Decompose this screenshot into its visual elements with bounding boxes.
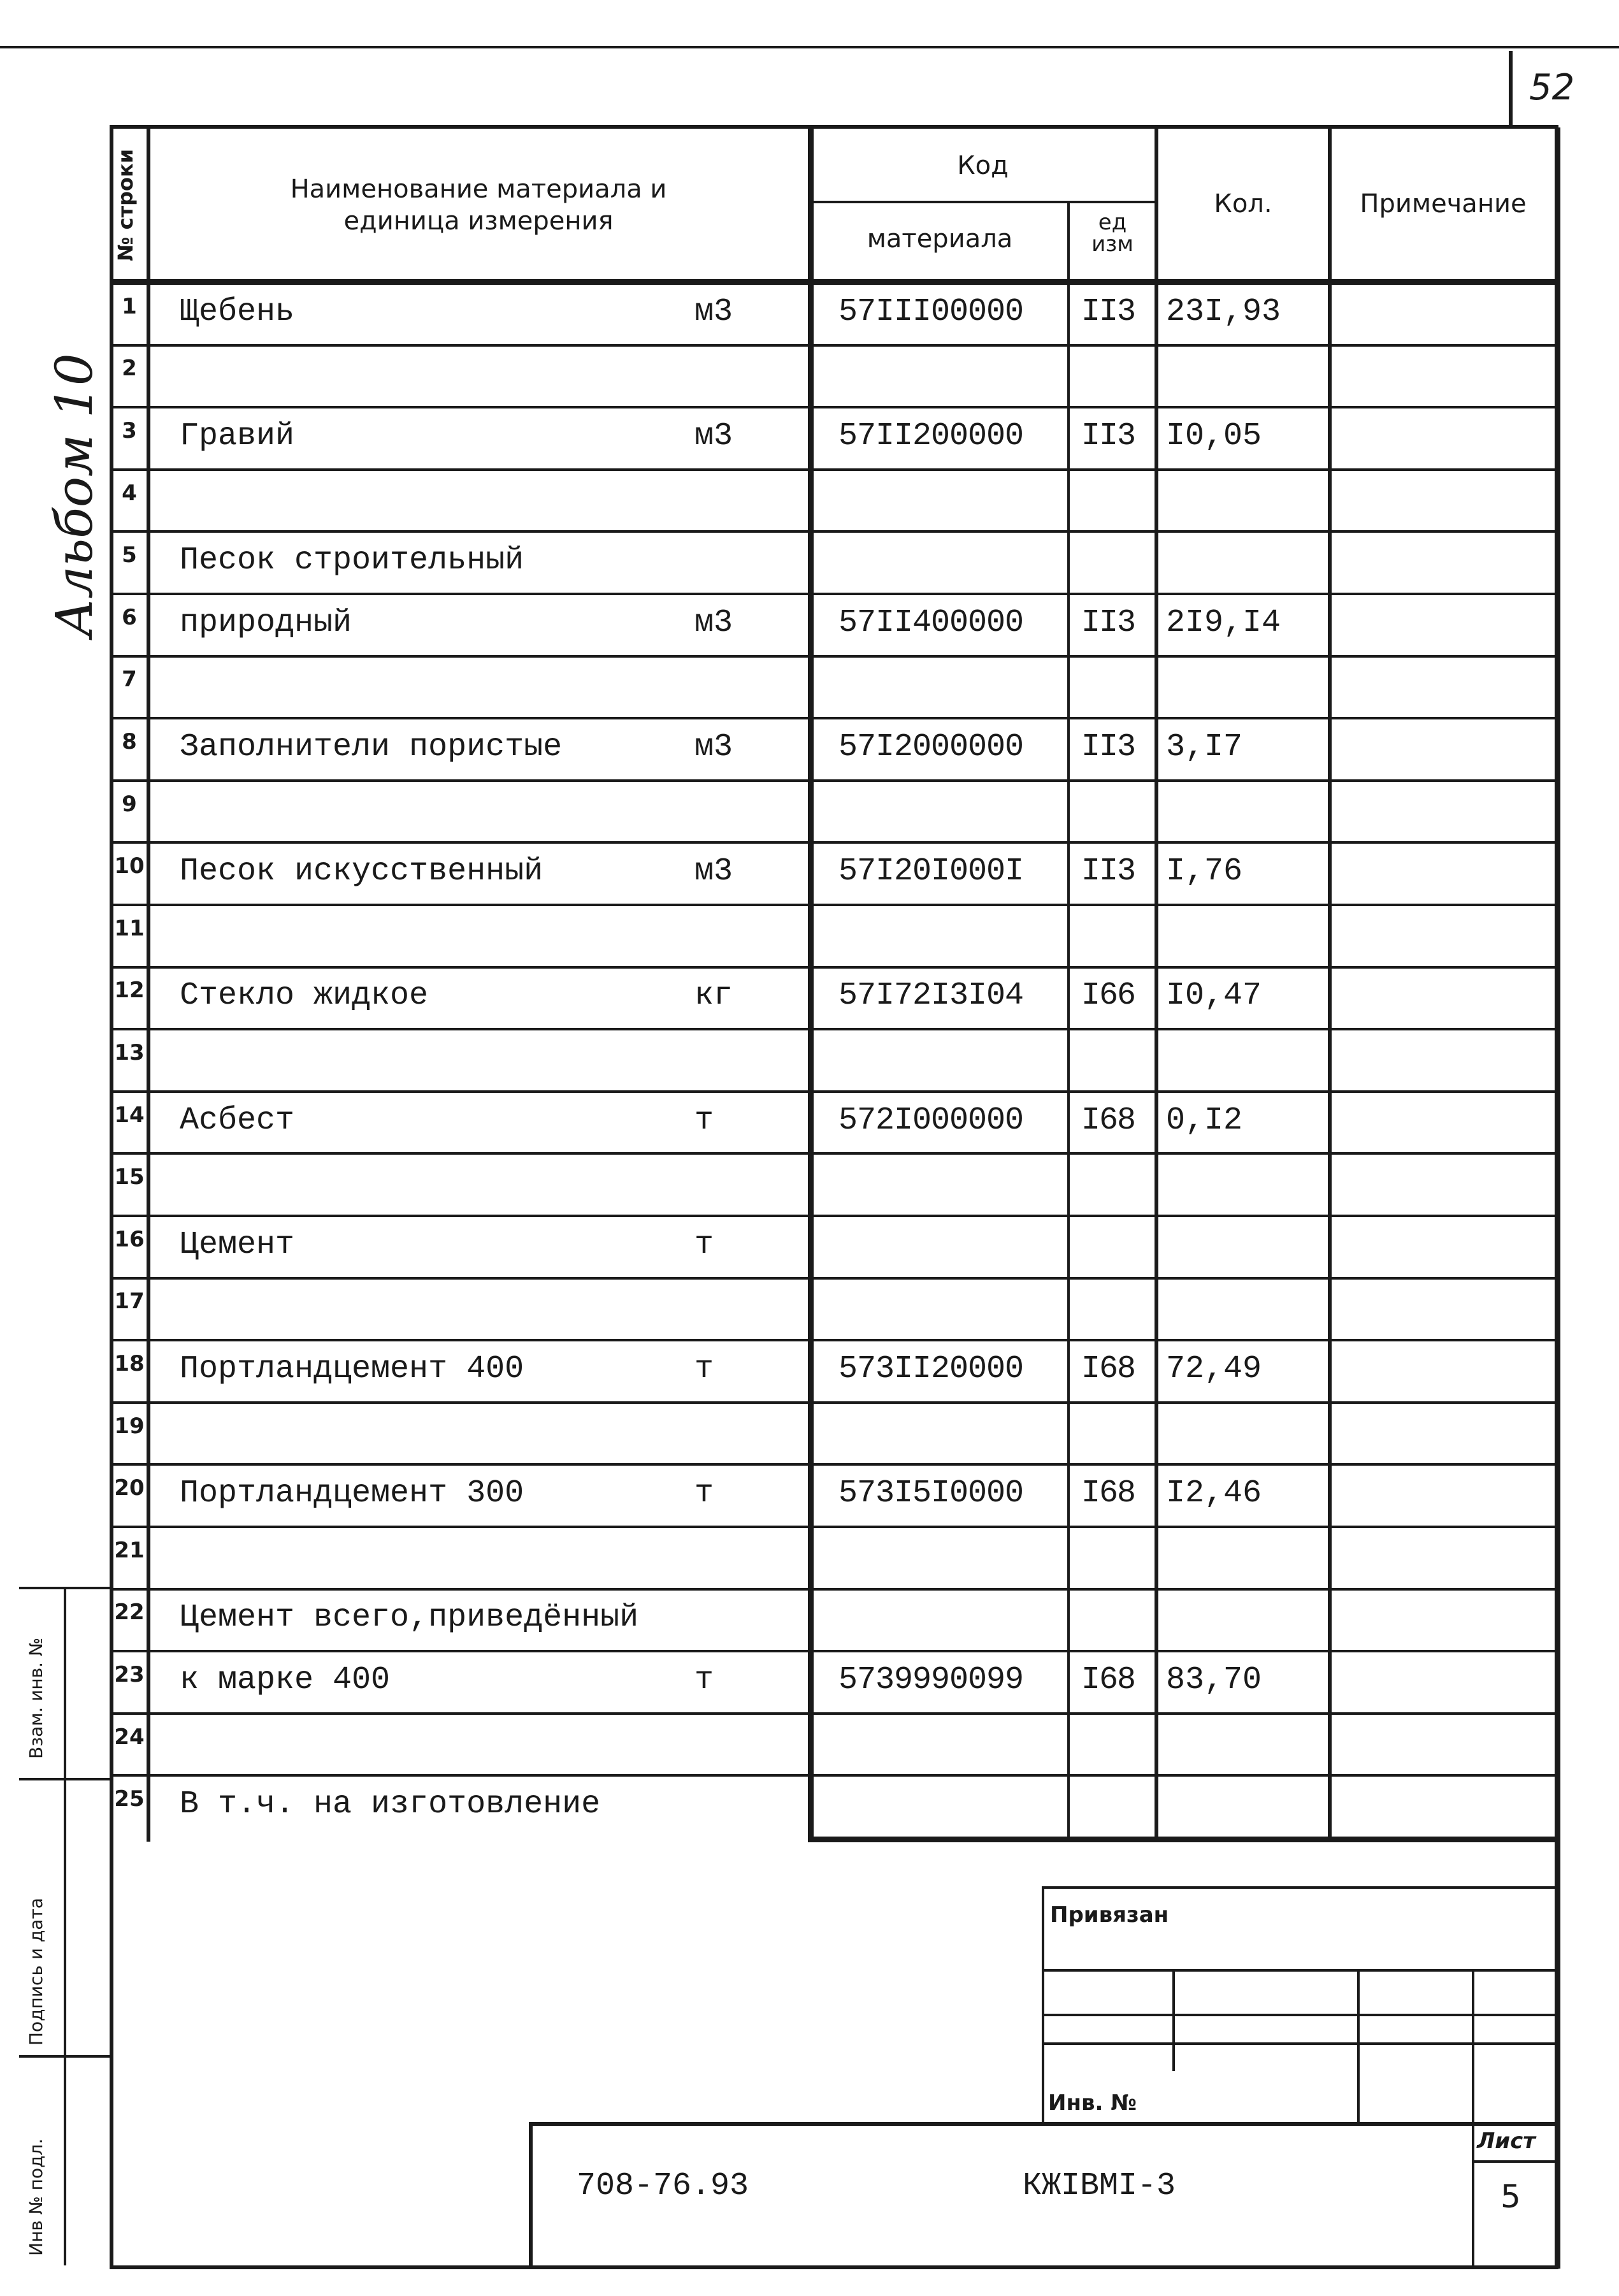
table-top	[110, 125, 1558, 129]
material-name: Щебень	[180, 293, 295, 330]
unit-code: I68	[1081, 1475, 1135, 1512]
margin-stamp-border	[64, 1587, 66, 2265]
row-number: 1	[122, 293, 137, 319]
row-number: 14	[114, 1102, 145, 1128]
measure-unit: м3	[694, 604, 733, 641]
header-name: Наименование материала и	[290, 175, 667, 204]
row-number: 21	[114, 1537, 145, 1563]
header-code-unit: ед	[1098, 210, 1127, 235]
tb-bound-label: Привязан	[1050, 1902, 1169, 1928]
row-number: 15	[114, 1164, 145, 1190]
margin-stamp-line-3	[19, 2055, 110, 2058]
top-rule	[0, 46, 1619, 48]
table-row	[0, 841, 1619, 904]
material-name: Цемент всего,приведённый	[180, 1599, 639, 1636]
quantity: 0,I2	[1166, 1102, 1243, 1139]
material-name: Песок искусственный	[180, 853, 543, 890]
header-qty: Кол.	[1214, 189, 1272, 219]
table-row	[0, 1215, 1619, 1277]
tb-vline-4	[1472, 1969, 1474, 2265]
quantity: 23I,93	[1166, 293, 1281, 330]
unit-code: I68	[1081, 1350, 1135, 1387]
material-name: В т.ч. на изготовление	[180, 1786, 601, 1823]
material-name: Цемент	[180, 1226, 295, 1263]
material-code: 57I72I3I04	[838, 978, 1024, 1014]
material-name: Заполнители пористые	[180, 728, 563, 765]
measure-unit: м3	[694, 417, 733, 454]
quantity: I2,46	[1166, 1475, 1262, 1512]
row-number: 16	[114, 1226, 145, 1252]
table-row	[0, 655, 1619, 718]
side-label-sign-date: Подпись и дата	[25, 1898, 47, 2046]
material-name: Песок строительный	[180, 542, 524, 579]
page-bottom	[110, 2265, 1558, 2269]
tb-vline-5	[529, 2122, 533, 2265]
unit-code: I66	[1081, 978, 1135, 1014]
unit-code: II3	[1081, 417, 1135, 454]
row-number: 20	[114, 1475, 145, 1501]
table-row	[0, 593, 1619, 655]
table-row	[0, 1152, 1619, 1215]
tb-inv-label: Инв. №	[1048, 2090, 1137, 2116]
row-number: 8	[122, 728, 137, 755]
material-name: Гравий	[180, 417, 295, 454]
row-number: 25	[114, 1786, 145, 1812]
tb-line-2	[1042, 1969, 1558, 1972]
material-code: 57II200000	[838, 417, 1024, 454]
row-number: 6	[122, 604, 137, 630]
row-number: 12	[114, 978, 145, 1004]
row-number: 5	[122, 542, 137, 568]
row-number: 13	[114, 1039, 145, 1065]
row-number: 9	[122, 791, 137, 817]
measure-unit: т	[694, 1102, 714, 1139]
code-subheader-line	[808, 201, 1155, 203]
quantity: 3,I7	[1166, 728, 1243, 765]
tb-line-1	[1042, 1886, 1558, 1889]
table-row	[0, 1028, 1619, 1090]
material-name: Асбест	[180, 1102, 295, 1139]
material-name: Стекло жидкое	[180, 978, 429, 1014]
unit-code: II3	[1081, 604, 1135, 641]
tb-doc-number: 708-76.93	[577, 2168, 749, 2204]
tb-sheet-label: Лист	[1477, 2128, 1536, 2154]
material-name: Портландцемент 400	[180, 1350, 524, 1387]
measure-unit: т	[694, 1350, 714, 1387]
margin-stamp-line-2	[19, 1778, 110, 1780]
material-code: 573I5I0000	[838, 1475, 1024, 1512]
table-row	[0, 1712, 1619, 1775]
handwritten-album-note: Альбом 10	[45, 353, 104, 637]
quantity: I,76	[1166, 853, 1243, 890]
side-label-inv-podl: Инв № подл.	[25, 2138, 47, 2256]
table-row	[0, 1774, 1619, 1837]
row-number: 10	[114, 853, 145, 879]
measure-unit: т	[694, 1661, 714, 1698]
page-number-divider	[1509, 51, 1513, 127]
header-code-unit-line2: изм	[1091, 231, 1133, 257]
table-row	[0, 406, 1619, 468]
unit-code: II3	[1081, 853, 1135, 890]
measure-unit: м3	[694, 293, 733, 330]
row-number: 17	[114, 1289, 145, 1315]
header-code: Код	[957, 151, 1009, 180]
table-row	[0, 1650, 1619, 1712]
table-row	[0, 1339, 1619, 1401]
material-code: 573II20000	[838, 1350, 1024, 1387]
unit-code: I68	[1081, 1102, 1135, 1139]
page-number: 52	[1529, 67, 1575, 108]
table-row	[0, 468, 1619, 531]
row-number: 24	[114, 1724, 145, 1750]
row-number: 22	[114, 1599, 145, 1626]
table-row	[0, 1401, 1619, 1464]
material-code: 5739990099	[838, 1661, 1024, 1698]
margin-stamp-line-1	[19, 1587, 110, 1589]
material-name: к марке 400	[180, 1661, 391, 1698]
table-row	[0, 966, 1619, 1029]
quantity: I0,05	[1166, 417, 1262, 454]
unit-code: II3	[1081, 728, 1135, 765]
row-number: 23	[114, 1661, 145, 1687]
measure-unit: кг	[694, 978, 733, 1014]
side-label-vzam-inv: Взам. инв. №	[25, 1637, 47, 1759]
measure-unit: м3	[694, 853, 733, 890]
material-code: 572I000000	[838, 1102, 1024, 1139]
header-note: Примечание	[1360, 189, 1527, 219]
tb-sheet-number: 5	[1500, 2178, 1521, 2215]
table-row	[0, 1588, 1619, 1650]
tb-sheet-line	[1472, 2160, 1558, 2163]
row-number: 18	[114, 1350, 145, 1376]
tb-vline-3	[1357, 1969, 1360, 2122]
header-name-line2: единица измерения	[343, 206, 614, 236]
measure-unit: т	[694, 1475, 714, 1512]
table-row	[0, 282, 1619, 344]
material-code: 57I2000000	[838, 728, 1024, 765]
table-row	[0, 344, 1619, 407]
table-row	[0, 779, 1619, 842]
unit-code: I68	[1081, 1661, 1135, 1698]
material-code: 57II400000	[838, 604, 1024, 641]
measure-unit: т	[694, 1226, 714, 1263]
table-row	[0, 1090, 1619, 1153]
table-row	[0, 1463, 1619, 1526]
header-row-no: № строки	[113, 148, 138, 261]
table-row	[0, 530, 1619, 593]
unit-code: II3	[1081, 293, 1135, 330]
table-row	[0, 904, 1619, 966]
tb-vline-1	[1042, 1886, 1044, 2122]
table-bottom	[808, 1837, 1558, 1842]
tb-line-5	[529, 2122, 1558, 2126]
quantity: 72,49	[1166, 1350, 1262, 1387]
tb-vline-2	[1172, 1969, 1175, 2071]
material-name: Портландцемент 300	[180, 1475, 524, 1512]
quantity: I0,47	[1166, 978, 1262, 1014]
table-row	[0, 1526, 1619, 1588]
row-number: 7	[122, 667, 137, 693]
measure-unit: м3	[694, 728, 733, 765]
row-number: 2	[122, 356, 137, 382]
row-number: 4	[122, 480, 137, 506]
quantity: 83,70	[1166, 1661, 1262, 1698]
header-code-material: материала	[867, 224, 1013, 254]
quantity: 2I9,I4	[1166, 604, 1281, 641]
material-code: 57III00000	[838, 293, 1024, 330]
tb-line-3	[1042, 2014, 1558, 2016]
row-number: 19	[114, 1413, 145, 1439]
tb-line-4	[1042, 2042, 1558, 2045]
material-code: 57I20I000I	[838, 853, 1024, 890]
tb-doc-code: КЖIВМI-3	[1023, 2168, 1176, 2204]
table-row	[0, 1277, 1619, 1339]
material-name: природный	[180, 604, 352, 641]
table-row	[0, 717, 1619, 779]
row-number: 3	[122, 417, 137, 444]
row-number: 11	[114, 915, 145, 941]
